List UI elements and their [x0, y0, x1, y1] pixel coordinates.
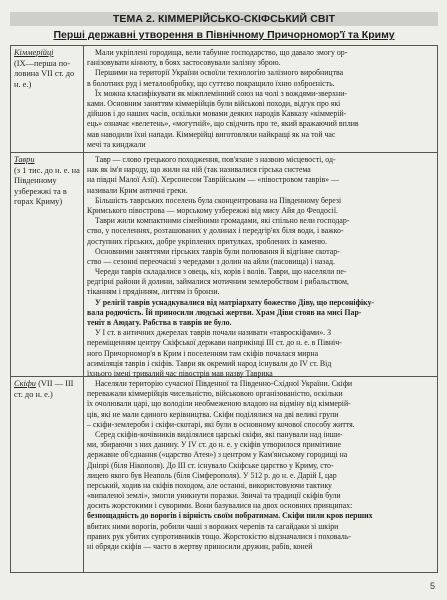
text-line: Дніпрі (біля Нікополя). До ІІІ ст. існувало Скіфське царство у Криму, сто-: [87, 460, 334, 470]
text-line: нак як ім'я народу, що жили на ній (так називалися гірська система: [87, 165, 311, 175]
people-name: Скіфи: [14, 379, 36, 388]
period: (VII — III ст. до н. е.): [14, 379, 74, 399]
text-line: вала родючість. Їй приносили людські жертви. Храм Діви стояв на мисі Пар-: [87, 307, 362, 317]
text-line: переміщенням центру Скіфської держави наприкінці ІІІ ст. до н. е. в Північ-: [87, 338, 342, 348]
text-line: тіканням і прядінням, литтям із бронзи.: [87, 287, 220, 297]
text-line: Таври жили компактними сімейними громадами, які спільно вели господар-: [95, 216, 350, 226]
period: (IX—перша половина VII ст. до н. е.): [14, 58, 75, 89]
page-number: 5: [429, 581, 435, 591]
text-line: правих рук убитих супротивників тощо. Жорстокістю відзначалися і поховаль-: [87, 531, 352, 541]
text-line: Тавр — слово грецького походження, пов'язане з назвою місцевості, од-: [95, 155, 336, 164]
text-line: теніт в Аюдагу. Рабства в таврів не було.: [87, 318, 232, 327]
row-description: [87, 155, 435, 379]
text-line: вбитих ними ворогів, робили чаші з ворожих черепів та сагайдаки зі шкіри: [87, 521, 339, 531]
text-line: на півдні Малої Азії). Херсонесом Таврійським — «півостровом таврів» —: [87, 175, 339, 185]
text-line: – скіфи-землероби і скіфи-скотарі, які були в основному кочової способу життя.: [87, 419, 355, 429]
text-line: мечі та кинджали: [87, 139, 146, 149]
text-line: Першими на території України освоїли технологію залізного виробництва: [95, 68, 344, 78]
text-line: державне об'єднання («царство Атея») з центром у Кам'янському городищі на: [87, 450, 348, 460]
text-line: Їх можна класифікувати як міжплемінний союз на чолі з вождями-зверхни-: [95, 88, 348, 98]
text-line: їх очолювали царі, що володіли необмеженою владою на відміну від кіммерій-: [87, 399, 351, 409]
text-line: Основними заняттями гірських таврів були полювання й відгінне скотар-: [95, 246, 340, 256]
text-line: безпощадність до ворогів і вірність своїм побратимам. Скіфи пили кров перших: [87, 511, 373, 521]
text-line: дійшов і до наших часів, оскільки мовами деяких народів Кавказу «кіммерій-: [87, 109, 347, 119]
text-line: їхнього імені тривалий час півострів мав назву Таврика: [87, 368, 273, 378]
history-table: [10, 45, 438, 573]
text-line: переважали кіммерійців чисельністю, військовою організованістю, оскільки: [87, 389, 343, 399]
text-line: в болотних руд і металообробку, що суттєво покращило їхню озброєність.: [87, 78, 335, 88]
row-label: [14, 155, 80, 208]
text-line: ство, у поселеннях, розташованих у долинах і передгір'ях біля води, і важко-: [87, 226, 344, 236]
text-line: називали Крим античні греки.: [87, 185, 188, 195]
text-line: лицею якого був Неаполь (біля Сімферополя). У 512 р. до н. е. Дарій І, цар: [87, 470, 337, 480]
text-line: ми, збираючи з них данину. У IV ст. до н. е. у скіфів утворилося примітивне: [87, 440, 342, 450]
text-line: ганізовувати кінноту, в боях застосовували залізну зброю.: [87, 58, 281, 68]
row-label: [14, 48, 80, 90]
text-line: асиміляція таврів і скіфів. Таври як окремий народ існували до IV ст. Від: [87, 358, 332, 368]
text-line: Населяли територію сучасної Південної та Південно-Східної України. Скіфи: [95, 379, 353, 388]
text-line: «випаленої землі», змогли уникнути поразки. Звичаї та традиції скіфів були: [87, 491, 341, 501]
text-line: Серед скіфів-кочівників виділялися царські скіфи, які панували над інши-: [95, 429, 343, 439]
text-line: У І ст. в античних джерелах таврів почали називати «тавроскіфами». З: [95, 328, 332, 338]
text-line: ство — сезонні переочасні з чередами з долин на айли (пасовища) і назад.: [87, 256, 335, 266]
text-line: Більшість таврських поселень була сконцентрована на Південному березі: [95, 195, 342, 205]
topic-heading: ТЕМА 2. КІММЕРІЙСЬКО-СКІФСЬКИЙ СВІТ: [10, 12, 438, 26]
people-name: Кіммерійці: [14, 48, 54, 57]
text-line: Мали укріплені городища, вели табунне господарство, що давало змогу ор-: [95, 48, 348, 57]
text-line: У релігії таврів уснадкувалися від матріархату божество Діву, що персоніфіку-: [95, 297, 375, 307]
text-line: досить жорстокими і суворими. Вони базувалися на двох основних принципах:: [87, 501, 353, 511]
text-line: ні обряди скіфів — часто в жертву приносили дружин, рабів, коней: [87, 542, 313, 551]
text-line: ців, які не мали єдиного керівництва. Скіфи поділялися на дві великі групи: [87, 409, 339, 419]
text-line: Кримського півострова — морському узбережжі від мису Айя до Феодосії.: [87, 205, 338, 215]
text-line: редгірні райони й долини, займалися мотичним землеробством і рибальством,: [87, 277, 349, 287]
text-line: Череди таврів складалися з овець, кіз, корів і волів. Таври, що населяли пе-: [95, 267, 347, 277]
text-line: ного Причорномор'я в Крим і поселенням там скіфів почалася мирна: [87, 348, 319, 358]
table-row-kimmerians: [11, 46, 437, 152]
row-description: [87, 48, 435, 150]
text-line: мав наводили їхні напади. Кіммерійці виготовляли найкращі як на той час: [87, 129, 336, 139]
text-line: ець» означає «велетень», «могутній», що свідчить про те, який вражаючий вплив: [87, 119, 359, 129]
table-row-scythians: [11, 377, 437, 573]
people-name: Таври: [14, 155, 35, 164]
section-title: Перші державні утворення в Північному Причорномор'ї та Криму: [53, 29, 395, 41]
text-line: ками. Основним заняттям кіммерійців були військові походи, відгук про які: [87, 98, 341, 108]
row-label: [14, 379, 80, 400]
row-description: [87, 379, 435, 552]
period: (з 1 тис. до н. е. на Південному узбережжі та в горах Криму): [14, 165, 80, 207]
text-line: перський, ходив на скіфів походом, але останні, використовуючи тактику: [87, 480, 332, 490]
table-row-tauri: [11, 153, 437, 376]
text-line: доступних гірських, добре укріплених притулках, зроблених із каменю.: [87, 236, 327, 246]
